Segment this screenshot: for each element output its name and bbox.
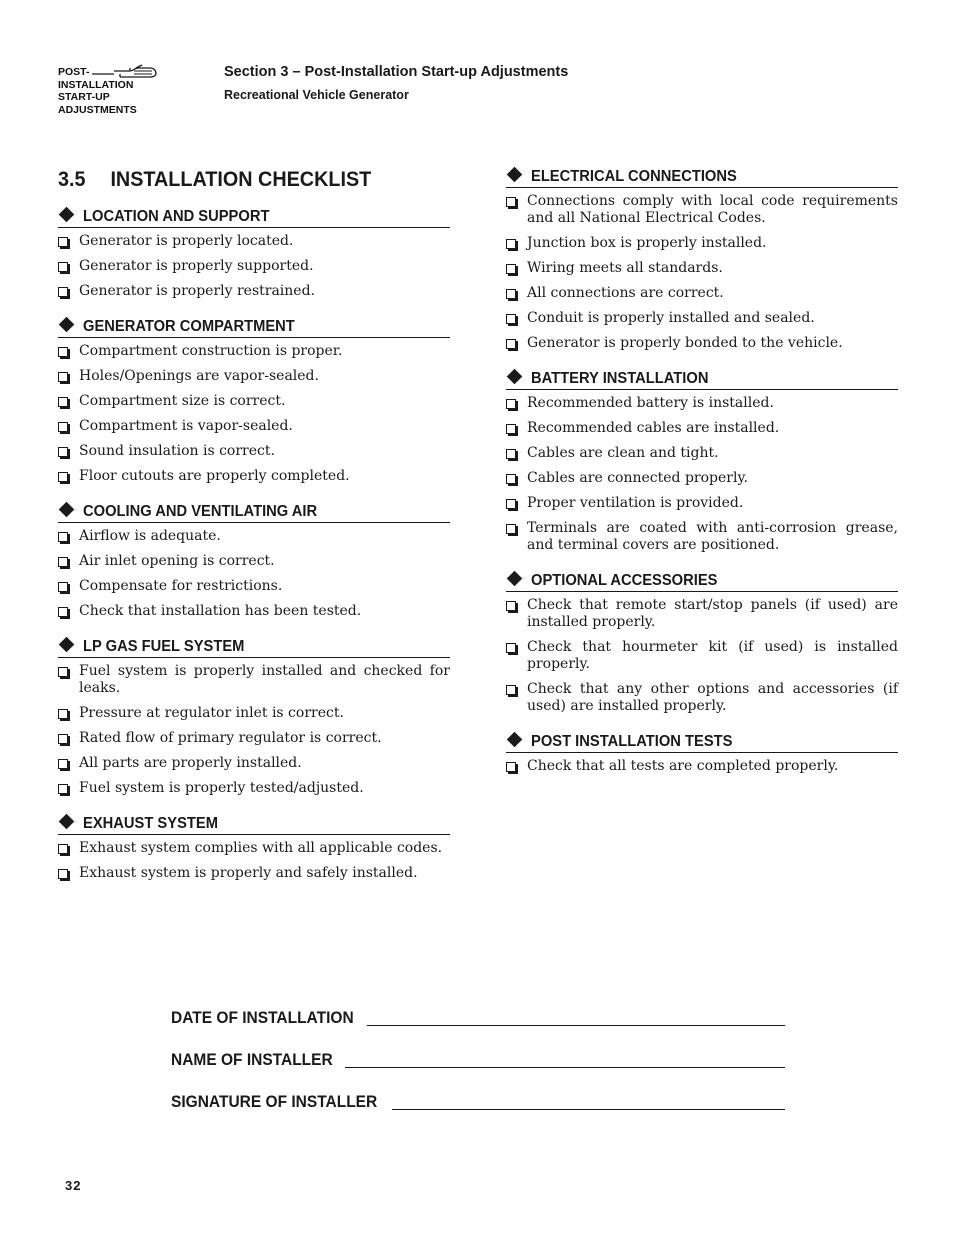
checklist-item-text: Fuel system is properly tested/adjusted. [79, 780, 364, 796]
checklist-item [58, 603, 450, 620]
section-heading-text: POST INSTALLATION TESTS [531, 733, 733, 750]
diamond-bullet-icon [59, 637, 75, 653]
checklist-item [58, 443, 450, 460]
section-heading [58, 634, 450, 658]
checklist-item [506, 285, 898, 302]
checklist-item-text: Airflow is adequate. [79, 528, 221, 544]
section-heading [58, 314, 450, 338]
checklist-item-text: Pressure at regulator inlet is correct. [79, 705, 344, 721]
checklist-item [58, 840, 450, 857]
date-of-installation-row [171, 988, 785, 1030]
checklist-item [506, 495, 898, 512]
checklist-item-text: Recommended cables are installed. [527, 420, 780, 436]
checklist-item-text: Check that hourmeter kit (if used) is installed properly. [527, 639, 898, 672]
checkbox-icon[interactable] [506, 762, 516, 772]
checkbox-icon[interactable] [506, 474, 516, 484]
signature-of-installer-row [171, 1072, 785, 1114]
checklist-item [506, 193, 898, 227]
checklist-item [58, 663, 450, 697]
checklist-section-exhaust-system [58, 811, 450, 882]
checkbox-icon[interactable] [506, 314, 516, 324]
page-title [58, 164, 419, 194]
checklist-item-text: Check that installation has been tested. [79, 603, 362, 619]
checkbox-icon[interactable] [58, 472, 68, 482]
checkbox-icon[interactable] [58, 287, 68, 297]
diamond-bullet-icon [507, 571, 523, 587]
checklist-item-text: Check that remote start/stop panels (if used) are installed properly. [527, 597, 898, 630]
checklist-item-text: Sound insulation is correct. [79, 443, 275, 459]
section-heading [506, 366, 898, 390]
checklist-item-text: Fuel system is properly installed and checked for leaks. [79, 663, 450, 696]
checklist-item [506, 681, 898, 715]
checklist-item-text: Recommended battery is installed. [527, 395, 774, 411]
diamond-bullet-icon [507, 369, 523, 385]
section-title: Section 3 – Post-Installation Start-up Adjustments [224, 64, 569, 80]
checkbox-icon[interactable] [58, 607, 68, 617]
name-of-installer-label: NAME OF INSTALLER [171, 1051, 333, 1069]
checklist-item-text: Generator is properly restrained. [79, 283, 315, 299]
checkbox-icon[interactable] [58, 734, 68, 744]
checklist-item-text: Compartment construction is proper. [79, 343, 343, 359]
checklist-section-generator-compartment [58, 314, 450, 485]
checkbox-icon[interactable] [58, 582, 68, 592]
section-heading-text: OPTIONAL ACCESSORIES [531, 572, 718, 589]
hand-pointer-icon [90, 63, 160, 83]
section-heading [58, 811, 450, 835]
section-heading-text: LP GAS FUEL SYSTEM [83, 638, 245, 655]
checklist-item [58, 283, 450, 300]
checklist-item [506, 597, 898, 631]
checkbox-icon[interactable] [58, 237, 68, 247]
checklist-item-text: Compartment is vapor-sealed. [79, 418, 293, 434]
section-heading-text: ELECTRICAL CONNECTIONS [531, 168, 737, 185]
checklist-item [58, 418, 450, 435]
page-number: 32 [65, 1178, 82, 1193]
checklist-item-text: Generator is properly supported. [79, 258, 314, 274]
checklist-item-text: Connections comply with local code requirements and all National Electrical Codes. [527, 193, 898, 226]
checklist-item-text: All parts are properly installed. [79, 755, 302, 771]
section-heading-text: LOCATION AND SUPPORT [83, 208, 270, 225]
checkbox-icon[interactable] [58, 397, 68, 407]
checklist-item [58, 755, 450, 772]
checklist-item [506, 445, 898, 462]
checklist-item-text: Check that any other options and accessories (if used) are installed properly. [527, 681, 898, 714]
checklist-item-text: Air inlet opening is correct. [79, 553, 275, 569]
checklist-item-text: Junction box is properly installed. [527, 235, 767, 251]
checkbox-icon[interactable] [506, 643, 516, 653]
section-heading-text: BATTERY INSTALLATION [531, 370, 709, 387]
checklist-item-text: Wiring meets all standards. [527, 260, 723, 276]
checklist-section-electrical-connections [506, 164, 898, 352]
checklist-section-post-installation-tests [506, 729, 898, 775]
tab-line-3: START-UP [58, 91, 110, 103]
diamond-bullet-icon [59, 207, 75, 223]
checklist-item [506, 520, 898, 554]
checklist-item [506, 260, 898, 277]
checkbox-icon[interactable] [506, 499, 516, 509]
checklist-item-text: Rated flow of primary regulator is correct. [79, 730, 382, 746]
checkbox-icon[interactable] [506, 239, 516, 249]
section-heading [58, 499, 450, 523]
left-column [58, 164, 450, 896]
section-heading [506, 568, 898, 592]
section-heading [506, 729, 898, 753]
tab-line-2: INSTALLATION [58, 78, 134, 91]
checkbox-icon[interactable] [58, 372, 68, 382]
checkbox-icon[interactable] [506, 424, 516, 434]
checklist-item [58, 343, 450, 360]
section-heading [506, 164, 898, 188]
checklist-item-text: Compensate for restrictions. [79, 578, 283, 594]
checklist-item [58, 368, 450, 385]
checklist-section-cooling-and-ventilating-air [58, 499, 450, 620]
checkbox-icon[interactable] [58, 347, 68, 357]
checklist-item-text: Conduit is properly installed and sealed. [527, 310, 815, 326]
checklist-item-text: Exhaust system complies with all applicable codes. [79, 840, 443, 856]
name-of-installer-line [345, 1067, 785, 1068]
checklist-section-battery-installation [506, 366, 898, 554]
section-heading [58, 204, 450, 228]
signoff-block [171, 988, 785, 1114]
checklist-item-text: All connections are correct. [527, 285, 724, 301]
diamond-bullet-icon [59, 502, 75, 518]
checkbox-icon[interactable] [58, 532, 68, 542]
checklist-item [506, 758, 898, 775]
checklist-item-text: Cables are connected properly. [527, 470, 748, 486]
right-sections [506, 164, 898, 775]
name-of-installer-row [171, 1030, 785, 1072]
checkbox-icon[interactable] [506, 524, 516, 534]
signature-of-installer-line [392, 1109, 785, 1110]
section-tab [58, 66, 168, 126]
checklist-item [58, 780, 450, 797]
tab-line-4: ADJUSTMENTS [58, 103, 137, 116]
checkbox-icon[interactable] [58, 667, 68, 677]
signature-of-installer-label: SIGNATURE OF INSTALLER [171, 1093, 378, 1111]
checkbox-icon[interactable] [506, 289, 516, 299]
running-header [224, 62, 568, 108]
checklist-item-text: Terminals are coated with anti-corrosion grease, and terminal covers are positioned. [527, 520, 898, 553]
checkbox-icon[interactable] [506, 685, 516, 695]
checklist-item-text: Proper ventilation is provided. [527, 495, 744, 511]
checklist-item [58, 393, 450, 410]
checkbox-icon[interactable] [58, 784, 68, 794]
checklist-item [506, 420, 898, 437]
title-text: INSTALLATION CHECKLIST [110, 167, 372, 191]
checkbox-icon[interactable] [506, 449, 516, 459]
checklist-item-text: Generator is properly located. [79, 233, 294, 249]
checkbox-icon[interactable] [58, 869, 68, 879]
section-heading-text: COOLING AND VENTILATING AIR [83, 503, 318, 520]
checklist-item [506, 395, 898, 412]
section-heading-text: EXHAUST SYSTEM [83, 815, 218, 832]
checkbox-icon[interactable] [58, 422, 68, 432]
section-subtitle: Recreational Vehicle Generator [224, 88, 409, 102]
checklist-item [58, 705, 450, 722]
diamond-bullet-icon [59, 317, 75, 333]
diamond-bullet-icon [507, 732, 523, 748]
checklist-item-text: Holes/Openings are vapor-sealed. [79, 368, 319, 384]
checkbox-icon[interactable] [506, 264, 516, 274]
date-of-installation-label: DATE OF INSTALLATION [171, 1009, 354, 1027]
checklist-item [58, 578, 450, 595]
checkbox-icon[interactable] [58, 262, 68, 272]
diamond-bullet-icon [59, 814, 75, 830]
checklist-item [506, 470, 898, 487]
right-column [506, 164, 898, 789]
checkbox-icon[interactable] [58, 759, 68, 769]
checkbox-icon[interactable] [58, 557, 68, 567]
checkbox-icon[interactable] [506, 197, 516, 207]
checklist-item-text: Check that all tests are completed properly. [527, 758, 839, 774]
section-heading-text: GENERATOR COMPARTMENT [83, 318, 295, 335]
checklist-item-text: Cables are clean and tight. [527, 445, 719, 461]
diamond-bullet-icon [507, 167, 523, 183]
left-sections [58, 204, 450, 882]
checklist-item [506, 235, 898, 252]
checklist-item [58, 553, 450, 570]
checklist-item [58, 528, 450, 545]
checklist-item-text: Exhaust system is properly and safely installed. [79, 865, 418, 881]
checklist-item-text: Generator is properly bonded to the vehicle. [527, 335, 843, 351]
section-number: 3.5 [58, 167, 86, 191]
checklist-item [506, 639, 898, 673]
checklist-item [58, 468, 450, 485]
checkbox-icon[interactable] [58, 709, 68, 719]
tab-line-1: POST- [58, 66, 90, 78]
checkbox-icon[interactable] [506, 339, 516, 349]
checklist-item [58, 865, 450, 882]
checklist-item-text: Compartment size is correct. [79, 393, 286, 409]
checklist-section-lp-gas-fuel-system [58, 634, 450, 797]
checklist-item [58, 730, 450, 747]
date-of-installation-line [367, 1025, 785, 1026]
checklist-item [506, 310, 898, 327]
checklist-item-text: Floor cutouts are properly completed. [79, 468, 350, 484]
checklist-item [506, 335, 898, 352]
checklist-section-optional-accessories [506, 568, 898, 715]
checkbox-icon[interactable] [506, 399, 516, 409]
checkbox-icon[interactable] [58, 447, 68, 457]
checkbox-icon[interactable] [58, 844, 68, 854]
checklist-item [58, 258, 450, 275]
checklist-section-location-and-support [58, 204, 450, 300]
checkbox-icon[interactable] [506, 601, 516, 611]
checklist-item [58, 233, 450, 250]
